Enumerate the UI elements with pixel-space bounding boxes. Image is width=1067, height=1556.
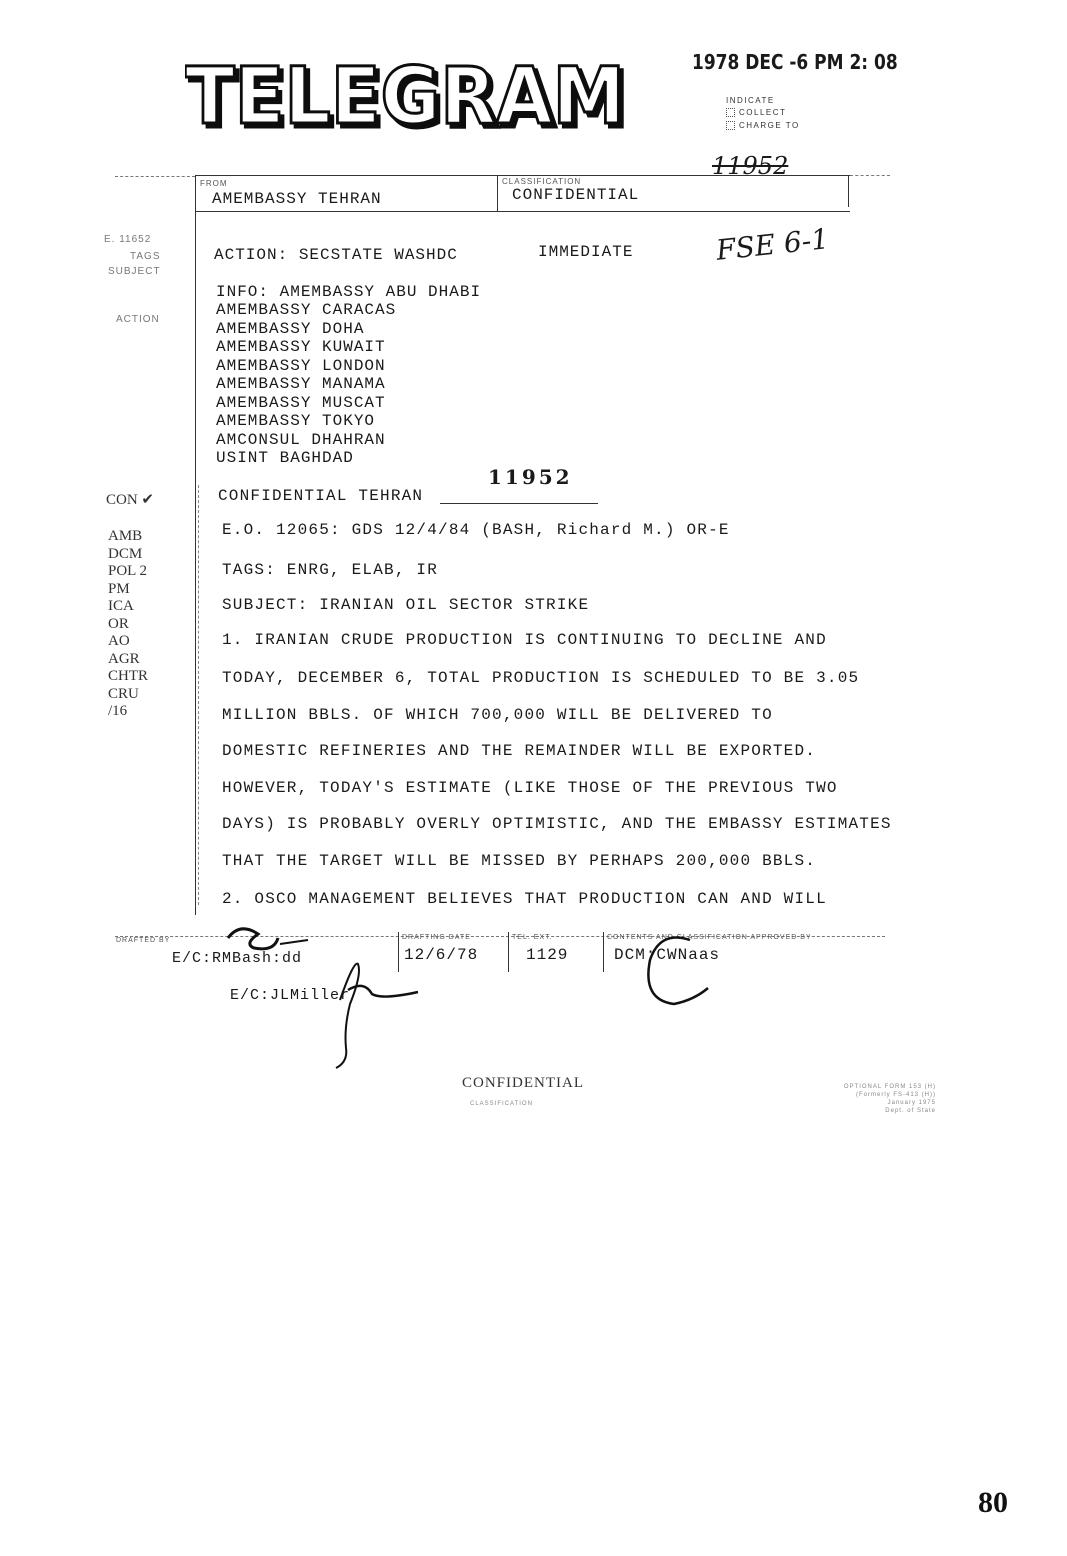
info-recipient: AMEMBASSY MUSCAT	[216, 393, 386, 412]
charge-to-option[interactable]	[726, 121, 800, 130]
collect-label: COLLECT	[739, 108, 787, 117]
classification-label: CLASSIFICATION	[502, 177, 582, 186]
form-info-line: January 1975	[887, 1100, 936, 1106]
body-line: 2. OSCO MANAGEMENT BELIEVES THAT PRODUCTION CAN AND WILL	[222, 890, 827, 908]
action-line: ACTION: SECSTATE WASHDC	[214, 246, 458, 264]
drafted-by-value: E/C:RMBash:dd	[172, 950, 303, 967]
tel-ext-label: TEL. EXT.	[512, 934, 553, 941]
classification-value: CONFIDENTIAL	[512, 186, 640, 204]
handwritten-file-code: FSE 6-1	[714, 222, 831, 267]
form-info-line: (Formerly FS-413 (H))	[855, 1092, 936, 1098]
body-line: TODAY, DECEMBER 6, TOTAL PRODUCTION IS SCHEDULED TO BE 3.05	[222, 669, 860, 687]
distribution-item: AO	[108, 633, 130, 649]
clearance-value: E/C:JLMiller	[230, 987, 351, 1004]
body-line: MILLION BBLS. OF WHICH 700,000 WILL BE DELIVERED TO	[222, 706, 773, 724]
from-label: FROM	[200, 179, 228, 188]
collect-option[interactable]	[726, 108, 786, 117]
drafting-date-label: DRAFTING DATE	[402, 934, 471, 941]
page-number: 80	[978, 1486, 1008, 1519]
initials-mark	[228, 929, 278, 949]
info-recipient: AMEMBASSY DOHA	[216, 319, 365, 338]
clearance-signature-stroke	[348, 986, 418, 997]
initials-stroke	[280, 940, 308, 944]
form-info-line: OPTIONAL FORM 153 (H)	[843, 1084, 936, 1090]
footer-classification-sub: CLASSIFICATION	[470, 1101, 533, 1107]
distribution-item: ICA	[108, 598, 134, 614]
info-recipient: AMEMBASSY TOKYO	[216, 412, 376, 430]
info-recipient: AMEMBASSY MANAMA	[216, 375, 386, 393]
distribution-item: OR	[108, 615, 129, 632]
distribution-item: CRU	[108, 685, 139, 702]
distribution-item: AGR	[108, 650, 140, 667]
collect-checkbox-icon	[726, 108, 735, 117]
distribution-item: CHTR	[108, 668, 149, 684]
from-value: AMEMBASSY TEHRAN	[212, 190, 382, 208]
margin-action-label: ACTION	[116, 314, 160, 325]
drafting-date-value: 12/6/78	[404, 946, 479, 964]
action-priority: IMMEDIATE	[538, 243, 634, 261]
footer-classification: CONFIDENTIAL	[462, 1075, 584, 1091]
body-line: HOWEVER, TODAY'S ESTIMATE (LIKE THOSE OF THE PREVIOUS TWO	[222, 779, 838, 797]
info-line: INFO: AMEMBASSY ABU DHABI	[216, 283, 482, 301]
body-line: 1. IRANIAN CRUDE PRODUCTION IS CONTINUING TO DECLINE AND	[222, 631, 827, 649]
body-line: THAT THE TARGET WILL BE MISSED BY PERHAPS 200,000 BBLS.	[222, 852, 817, 870]
contents-approved-value: DCM:CWNaas	[614, 946, 721, 964]
margin-subject-label: SUBJECT	[108, 266, 161, 277]
body-line: DOMESTIC REFINERIES AND THE REMAINDER WILL BE EXPORTED.	[222, 742, 817, 760]
distribution-item: DCM	[108, 545, 143, 562]
con-mark	[106, 490, 154, 509]
distribution-item: /16	[108, 703, 128, 719]
eo-line: E.O. 12065: GDS 12/4/84 (BASH, Richard M.) OR-E	[222, 521, 730, 539]
info-recipient: AMEMBASSY LONDON	[216, 356, 386, 375]
time-received-stamp: 1978 DEC -6 PM 2: 08	[692, 50, 898, 74]
body-line: DAYS) IS PROBABLY OVERLY OPTIMISTIC, AND THE EMBASSY ESTIMATES	[222, 815, 892, 833]
subject-line: SUBJECT: IRANIAN OIL SECTOR STRIKE	[222, 596, 590, 614]
indicate-label: INDICATE	[726, 96, 775, 105]
dcm-signature-mark	[648, 938, 708, 1005]
tags-line: TAGS: ENRG, ELAB, IR	[222, 561, 439, 579]
telegram-title	[185, 55, 635, 135]
telegram-title-text: TELEGRAM	[185, 55, 625, 135]
drafted-by-label: DRAFTED BY	[116, 937, 171, 944]
distribution-item: AMB	[108, 528, 143, 544]
info-recipient: AMEMBASSY CARACAS	[216, 301, 397, 319]
contents-approved-label: CONTENTS AND CLASSIFICATION APPROVED BY	[607, 934, 812, 941]
tel-ext-value: 1129	[526, 946, 569, 964]
con-mark-text: CON	[106, 492, 138, 508]
charge-to-checkbox-icon	[726, 121, 735, 130]
distribution-item: PM	[108, 580, 130, 597]
check-mark-icon: ✔	[141, 492, 154, 508]
distribution-item: POL 2	[108, 563, 148, 579]
charge-to-label: CHARGE TO	[739, 121, 800, 130]
info-recipient: USINT BAGHDAD	[216, 449, 354, 467]
message-number-stamp: 11952	[488, 465, 573, 489]
form-info-block	[790, 1083, 936, 1115]
margin-eo-label: E. 11652	[104, 234, 152, 245]
message-header-line: CONFIDENTIAL TEHRAN	[218, 487, 424, 505]
info-recipients	[216, 301, 396, 468]
handwritten-number-top: 11952	[712, 152, 789, 180]
form-info-line: Dept. of State	[885, 1108, 936, 1114]
info-recipient: AMEMBASSY KUWAIT	[216, 338, 386, 356]
margin-tags-label: TAGS	[130, 251, 161, 262]
info-recipient: AMCONSUL DHAHRAN	[216, 430, 386, 449]
distribution-list	[108, 528, 148, 721]
signatures-drawing	[220, 920, 740, 1070]
clearance-signature-mark	[336, 964, 359, 1068]
